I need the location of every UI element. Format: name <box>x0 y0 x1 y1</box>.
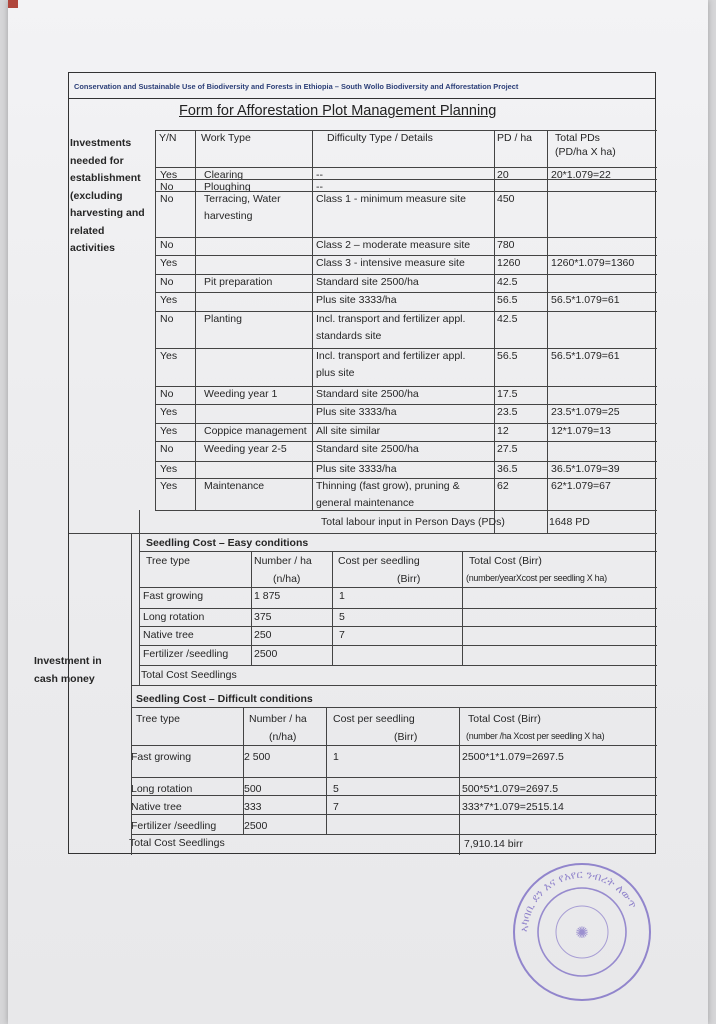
row-yn-value: No <box>160 239 174 251</box>
easy-col-total-formula: (number/yearXcost per seedling X ha) <box>466 573 607 583</box>
row-pd-value: 62 <box>497 480 509 492</box>
rule-line <box>155 255 657 256</box>
row-pd-value: 36.5 <box>497 463 518 475</box>
rule-line <box>131 707 657 708</box>
column-line <box>312 130 313 510</box>
difficult-number: 500 <box>244 783 262 795</box>
row-pd-value: 27.5 <box>497 443 518 455</box>
easy-number: 2500 <box>254 648 278 660</box>
easy-col-cost: Cost per seedling <box>338 555 420 567</box>
rule-line <box>155 130 657 131</box>
row-detail: -- <box>316 181 323 193</box>
easy-seedling-heading: Seedling Cost – Easy conditions <box>146 537 309 549</box>
rule-line <box>131 777 657 778</box>
rule-line <box>155 179 657 180</box>
easy-number: 375 <box>254 611 272 623</box>
difficult-total-value: 7,910.14 birr <box>464 838 523 850</box>
difficult-total: 333*7*1.079=2515.14 <box>462 801 564 813</box>
rule-line <box>155 292 657 293</box>
row-pd-value: 42.5 <box>497 313 518 325</box>
easy-tree-type: Long rotation <box>143 611 205 623</box>
row-work-type: harvesting <box>204 210 253 222</box>
row-detail: Class 3 - intensive measure site <box>316 257 465 269</box>
row-work-type: Pit preparation <box>204 276 273 288</box>
row-detail: Standard site 2500/ha <box>316 388 419 400</box>
row-work-type: Ploughing <box>204 181 251 193</box>
investments-label-line: establishment <box>70 172 141 184</box>
rule-line <box>131 814 657 815</box>
rule-line <box>155 274 657 275</box>
difficult-cost: 5 <box>333 783 339 795</box>
column-header-total-pds-unit: (PD/ha X ha) <box>555 146 616 158</box>
rule-line <box>155 404 657 405</box>
row-total-pd: 23.5*1.079=25 <box>551 406 620 418</box>
rule-line <box>155 167 657 168</box>
row-yn-value: Yes <box>160 480 178 492</box>
rule-line <box>155 348 657 349</box>
cash-investment-label: cash money <box>34 673 95 685</box>
row-pd-value: 1260 <box>497 257 521 269</box>
row-pd-value: 12 <box>497 425 509 437</box>
investments-label-line: needed for <box>70 154 124 167</box>
difficult-total: 2500*1*1.079=2697.5 <box>462 751 564 763</box>
investments-label-line: Investments <box>70 137 132 149</box>
column-header-difficulty: Difficulty Type / Details <box>327 132 433 144</box>
column-line <box>251 551 252 665</box>
row-yn-value: No <box>160 388 174 400</box>
investments-label-line: harvesting and <box>70 207 145 219</box>
planning-form <box>34 72 656 854</box>
difficult-tree-type: Long rotation <box>131 783 193 795</box>
row-pd-value: 780 <box>497 239 515 251</box>
row-total-pd: 20*1.079=22 <box>551 169 611 181</box>
easy-tree-type: Fast growing <box>143 590 204 602</box>
row-detail: Standard site 2500/ha <box>316 276 419 288</box>
row-yn-value: Yes <box>160 169 178 181</box>
row-total-pd: 12*1.079=13 <box>551 425 611 437</box>
rule-line <box>155 191 657 192</box>
row-pd-value: 42.5 <box>497 276 518 288</box>
easy-cost: 1 <box>339 590 345 602</box>
investments-label-line: activities <box>70 242 115 254</box>
investments-label-line: related <box>70 224 105 237</box>
rule-line <box>139 626 657 627</box>
easy-col-number-unit: (n/ha) <box>273 573 301 585</box>
easy-cost: 5 <box>339 611 345 623</box>
row-yn-value: Yes <box>160 406 178 418</box>
form-title: Form for Afforestation Plot Management Planning <box>179 103 497 119</box>
row-work-type: Coppice management <box>204 425 307 437</box>
svg-text:✺: ✺ <box>575 923 589 942</box>
row-pd-value: 20 <box>497 169 509 181</box>
row-yn-value: No <box>160 276 174 288</box>
official-stamp <box>508 858 656 1004</box>
rule-line <box>69 533 657 534</box>
difficult-total: 500*5*1.079=2697.5 <box>462 783 559 795</box>
row-work-type: Terracing, Water <box>204 193 281 205</box>
rule-line <box>155 311 657 312</box>
row-total-pd: 36.5*1.079=39 <box>551 463 620 475</box>
row-pd-value: 56.5 <box>497 350 518 362</box>
difficult-cost: 1 <box>333 751 339 763</box>
difficult-col-cost-unit: (Birr) <box>394 731 418 743</box>
column-line <box>155 130 156 510</box>
row-detail: Thinning (fast grow), pruning & <box>316 480 460 492</box>
difficult-cost: 7 <box>333 801 339 813</box>
row-detail: plus site <box>316 367 355 379</box>
column-line <box>139 510 140 533</box>
rule-line <box>139 551 657 552</box>
project-header: Conservation and Sustainable Use of Biodiversity and Forests in Ethiopia – South Wollo Biodiversity and Afforestation Project <box>69 73 655 99</box>
easy-number: 1 875 <box>254 590 281 602</box>
row-detail: Standard site 2500/ha <box>316 443 419 455</box>
row-work-type: Clearing <box>204 169 244 181</box>
row-yn-value: No <box>160 443 174 455</box>
row-work-type: Maintenance <box>204 480 265 492</box>
row-yn-value: No <box>160 313 174 325</box>
row-detail: Plus site 3333/ha <box>316 406 397 418</box>
investments-label-line: (excluding <box>70 189 123 202</box>
row-detail: -- <box>316 169 323 181</box>
difficult-tree-type: Native tree <box>131 801 182 813</box>
rule-line <box>131 834 657 835</box>
total-labour-label: Total labour input in Person Days (PDs) <box>321 516 505 528</box>
difficult-seedling-heading: Seedling Cost – Difficult conditions <box>136 693 313 705</box>
row-detail: All site similar <box>316 425 381 437</box>
difficult-col-tree-type: Tree type <box>136 713 180 725</box>
column-header-work-type: Work Type <box>201 132 251 144</box>
column-line <box>139 533 140 685</box>
row-detail: Plus site 3333/ha <box>316 294 397 306</box>
easy-col-number: Number / ha <box>254 555 312 567</box>
column-line <box>326 707 327 834</box>
difficult-tree-type: Fertilizer /seedling <box>131 820 217 832</box>
rule-line <box>139 608 657 609</box>
column-header-yn: Y/N <box>159 132 177 144</box>
row-yn-value: Yes <box>160 463 178 475</box>
rule-line <box>155 386 657 387</box>
difficult-number: 333 <box>244 801 262 813</box>
rule-line <box>139 587 657 588</box>
row-total-pd: 56.5*1.079=61 <box>551 294 620 306</box>
rule-line <box>155 461 657 462</box>
column-line <box>547 130 548 533</box>
difficult-number: 2 500 <box>244 751 271 763</box>
row-yn-value: Yes <box>160 294 178 306</box>
difficult-col-number-unit: (n/ha) <box>269 731 297 743</box>
stamp-text: ኣካባቢ ደን እና የአየር ንብረት ለውጥ <box>517 867 640 933</box>
row-detail: Plus site 3333/ha <box>316 463 397 475</box>
row-detail: general maintenance <box>316 497 415 509</box>
easy-tree-type: Native tree <box>143 629 194 641</box>
row-total-pd: 62*1.079=67 <box>551 480 611 492</box>
rule-line <box>155 423 657 424</box>
row-work-type: Weeding year 2-5 <box>204 443 287 455</box>
difficult-col-cost: Cost per seedling <box>333 713 415 725</box>
column-line <box>462 551 463 665</box>
column-line <box>459 707 460 855</box>
rule-line <box>155 478 657 479</box>
row-yn-value: No <box>160 181 174 193</box>
corner-mark <box>8 0 18 8</box>
row-detail: Incl. transport and fertilizer appl. <box>316 313 466 325</box>
column-header-total-pds: Total PDs <box>555 132 600 144</box>
column-line <box>243 707 244 834</box>
easy-col-cost-unit: (Birr) <box>397 573 421 585</box>
cash-investment-label: Investment in <box>34 655 102 667</box>
easy-col-total: Total Cost (Birr) <box>469 555 542 567</box>
row-detail: standards site <box>316 330 382 342</box>
rule-line <box>131 795 657 796</box>
row-work-type: Planting <box>204 313 242 325</box>
row-detail: Incl. transport and fertilizer appl. <box>316 350 466 362</box>
total-labour-value: 1648 PD <box>549 516 590 528</box>
row-pd-value: 56.5 <box>497 294 518 306</box>
column-line <box>494 130 495 533</box>
easy-number: 250 <box>254 629 272 641</box>
row-detail: Class 1 - minimum measure site <box>316 193 466 205</box>
row-yn-value: Yes <box>160 257 178 269</box>
row-yn-value: Yes <box>160 425 178 437</box>
row-yn-value: Yes <box>160 350 178 362</box>
difficult-number: 2500 <box>244 820 268 832</box>
column-line <box>195 130 196 510</box>
rule-line <box>131 745 657 746</box>
column-line <box>332 551 333 665</box>
column-line <box>131 533 132 685</box>
row-pd-value: 450 <box>497 193 515 205</box>
difficult-col-number: Number / ha <box>249 713 307 725</box>
difficult-col-total: Total Cost (Birr) <box>468 713 541 725</box>
row-work-type: Weeding year 1 <box>204 388 278 400</box>
row-yn-value: No <box>160 193 174 205</box>
row-detail: Class 2 – moderate measure site <box>316 239 471 251</box>
easy-col-tree-type: Tree type <box>146 555 190 567</box>
easy-total-seedlings-label: Total Cost Seedlings <box>141 669 237 681</box>
difficult-col-total-formula: (number /ha Xcost per seedling X ha) <box>466 731 605 741</box>
rule-line <box>131 685 657 686</box>
difficult-total-seedlings-label: Total Cost Seedlings <box>129 837 225 849</box>
easy-tree-type: Fertilizer /seedling <box>143 648 229 660</box>
difficult-tree-type: Fast growing <box>131 751 192 763</box>
rule-line <box>155 510 657 511</box>
row-total-pd: 1260*1.079=1360 <box>551 257 635 269</box>
rule-line <box>139 665 657 666</box>
row-total-pd: 56.5*1.079=61 <box>551 350 620 362</box>
easy-cost: 7 <box>339 629 345 641</box>
column-header-pd-per-ha: PD / ha <box>497 132 533 144</box>
column-line <box>131 685 132 855</box>
rule-line <box>139 645 657 646</box>
row-pd-value: 23.5 <box>497 406 518 418</box>
row-pd-value: 17.5 <box>497 388 518 400</box>
rule-line <box>155 441 657 442</box>
rule-line <box>155 237 657 238</box>
